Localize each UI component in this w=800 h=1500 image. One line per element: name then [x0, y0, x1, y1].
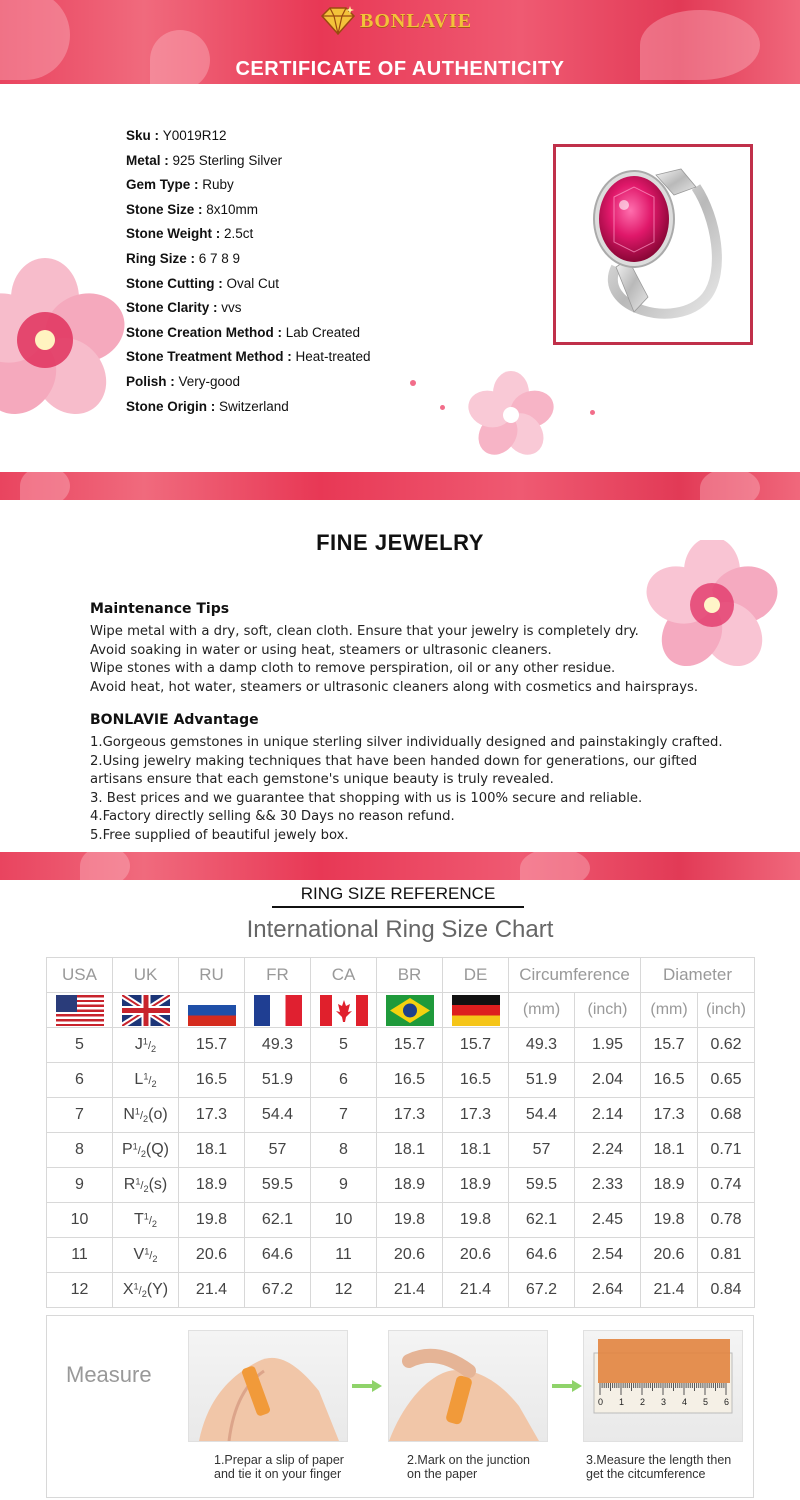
cell-usa: 6 — [47, 1063, 113, 1098]
cell-usa: 8 — [47, 1133, 113, 1168]
cell-br: 17.3 — [377, 1098, 443, 1133]
table-row — [47, 1203, 755, 1238]
cell-ru: 18.9 — [179, 1168, 245, 1203]
table-header-row — [47, 958, 755, 993]
cell-circ-mm: 64.6 — [509, 1238, 575, 1273]
spec-value: 8x10mm — [206, 201, 259, 217]
ruler-number: 6 — [724, 1397, 730, 1407]
ring-image-frame — [553, 144, 753, 345]
spec-value: 925 Sterling Silver — [172, 152, 283, 168]
cell-uk: $X^1/_2(Y)$ — [113, 1273, 179, 1308]
cell-br: 19.8 — [377, 1203, 443, 1238]
france-flag-icon — [254, 995, 302, 1026]
decorative-dot — [410, 380, 416, 386]
cell-uk: $V^1/_2$ — [113, 1238, 179, 1273]
ruler-number: 3 — [661, 1397, 667, 1407]
maintenance-heading: Maintenance Tips — [90, 601, 230, 617]
spec-value: Very-good — [178, 373, 241, 389]
spec-label: Gem Type — [126, 177, 191, 193]
measure-step-3-image — [583, 1330, 743, 1442]
cell-uk: $L^1/_2$ — [113, 1063, 179, 1098]
cell-uk: $N^1/_2(o)$ — [113, 1098, 179, 1133]
cell-usa: 9 — [47, 1168, 113, 1203]
decorative-petal — [80, 852, 130, 880]
half-fraction: $^1/_2$ — [134, 1106, 149, 1125]
cell-circ-mm: 54.4 — [509, 1098, 575, 1133]
ruler-number: 4 — [682, 1397, 688, 1407]
table-row — [47, 1238, 755, 1273]
table-row — [47, 1133, 755, 1168]
cell-ru: 16.5 — [179, 1063, 245, 1098]
cell-ca: 12 — [311, 1273, 377, 1308]
fine-jewelry-title: FINE JEWELRY — [316, 530, 484, 555]
spec-label: Stone Size — [126, 201, 195, 217]
cell-circ-mm: 57 — [509, 1133, 575, 1168]
spec-value: Switzerland — [219, 398, 289, 414]
measure-step-1-caption: 1.Prepar a slip of paper and tie it on your finger — [214, 1453, 344, 1481]
decorative-petal — [700, 472, 760, 500]
advantage-line: artisans ensure that each gemstone's unique beauty is truly revealed. — [90, 772, 554, 788]
spec-row: Stone Cutting : Oval Cut — [126, 275, 280, 291]
cell-br: 18.9 — [377, 1168, 443, 1203]
cell-ca: 6 — [311, 1063, 377, 1098]
canada-flag-icon — [320, 995, 368, 1026]
cell-dia-in: 0.81 — [698, 1238, 755, 1273]
unit-circ-inch: (inch) — [575, 993, 641, 1028]
certificate-title: CERTIFICATE OF AUTHENTICITY — [235, 58, 565, 80]
cell-dia-in: 0.62 — [698, 1028, 755, 1063]
cell-circ-in: 2.33 — [575, 1168, 641, 1203]
header-circumference: Circumference — [509, 958, 641, 993]
cell-fr: 67.2 — [245, 1273, 311, 1308]
spec-label: Sku — [126, 128, 151, 143]
cell-usa: 12 — [47, 1273, 113, 1308]
ring-size-table — [46, 957, 755, 1308]
spec-row: Stone Clarity : vvs — [126, 300, 242, 316]
maintenance-line: Wipe metal with a dry, soft, clean cloth. Ensure that your jewelry is completely dry. — [90, 624, 639, 639]
cell-dia-mm: 20.6 — [641, 1238, 698, 1273]
cell-ru: 20.6 — [179, 1238, 245, 1273]
header-banner — [0, 0, 800, 84]
advantage-heading: BONLAVIE Advantage — [90, 712, 259, 728]
maintenance-tips — [90, 623, 698, 697]
header-ru: RU — [179, 958, 245, 993]
cell-circ-mm: 67.2 — [509, 1273, 575, 1308]
spec-value: Ruby — [202, 177, 234, 193]
decorative-band — [0, 472, 800, 500]
cell-dia-in: 0.74 — [698, 1168, 755, 1203]
decorative-band — [0, 852, 800, 880]
header-diameter: Diameter — [641, 958, 755, 993]
half-fraction: $^1/_2$ — [144, 1246, 158, 1265]
spec-label: Stone Treatment Method — [126, 349, 284, 365]
spec-row: Stone Creation Method : Lab Created — [126, 324, 361, 340]
cell-ca: 8 — [311, 1133, 377, 1168]
cell-dia-mm: 15.7 — [641, 1028, 698, 1063]
cell-dia-in: 0.65 — [698, 1063, 755, 1098]
cell-de: 18.1 — [443, 1133, 509, 1168]
cell-dia-mm: 18.9 — [641, 1168, 698, 1203]
spec-label: Ring Size — [126, 250, 187, 266]
cell-ru: 17.3 — [179, 1098, 245, 1133]
cell-de: 18.9 — [443, 1168, 509, 1203]
spec-label: Stone Clarity — [126, 300, 210, 316]
unit-dia-inch: (inch) — [698, 993, 755, 1028]
spec-row: Stone Origin : Switzerland — [126, 398, 289, 414]
cell-de: 17.3 — [443, 1098, 509, 1133]
ruler-number: 0 — [598, 1397, 604, 1407]
header-br: BR — [377, 958, 443, 993]
cell-br: 16.5 — [377, 1063, 443, 1098]
advantage-line: 2.Using jewelry making techniques that have been handed down for generations, our gifted — [90, 753, 698, 769]
table-row — [47, 1168, 755, 1203]
decorative-petal — [20, 472, 70, 500]
cell-br: 15.7 — [377, 1028, 443, 1063]
spec-value: Y0019R12 — [162, 128, 227, 143]
diamond-logo-icon — [320, 6, 356, 36]
cell-dia-mm: 21.4 — [641, 1273, 698, 1308]
brand-logo — [320, 6, 472, 36]
advantage-list — [90, 734, 723, 846]
decorative-dot — [440, 405, 445, 410]
half-fraction: $^1/_2$ — [135, 1176, 149, 1195]
cell-dia-mm: 18.1 — [641, 1133, 698, 1168]
table-row — [47, 1273, 755, 1308]
usa-flag-icon — [56, 995, 104, 1026]
cell-fr: 54.4 — [245, 1098, 311, 1133]
spec-row: Gem Type : Ruby — [126, 177, 234, 193]
small-flower-decoration — [464, 370, 559, 460]
cell-uk: $T^1/_2$ — [113, 1203, 179, 1238]
header-uk: UK — [113, 958, 179, 993]
ring-size-chart-title: International Ring Size Chart — [246, 916, 554, 943]
cell-usa: 7 — [47, 1098, 113, 1133]
cell-circ-in: 2.54 — [575, 1238, 641, 1273]
brand-name: BONLAVIE — [360, 9, 473, 32]
cell-ru: 21.4 — [179, 1273, 245, 1308]
cell-ca: 5 — [311, 1028, 377, 1063]
arrow-right-icon — [352, 1380, 382, 1392]
half-fraction: $^1/_2$ — [142, 1036, 157, 1055]
cell-circ-mm: 62.1 — [509, 1203, 575, 1238]
cell-de: 16.5 — [443, 1063, 509, 1098]
cell-ca: 10 — [311, 1203, 377, 1238]
advantage-line: 3. Best prices and we guarantee that shopping with us is 100% secure and reliable. — [90, 790, 643, 806]
cell-ca: 7 — [311, 1098, 377, 1133]
cell-ca: 11 — [311, 1238, 377, 1273]
spec-label: Polish — [126, 373, 167, 389]
decorative-dot — [590, 410, 595, 415]
cell-fr: 59.5 — [245, 1168, 311, 1203]
cell-circ-in: 2.04 — [575, 1063, 641, 1098]
spec-row: Polish : Very-good — [126, 373, 241, 389]
pink-flower-decoration — [0, 255, 130, 425]
ruler-number: 5 — [703, 1397, 709, 1407]
cell-uk: $R^1/_2(s)$ — [113, 1168, 179, 1203]
cell-circ-in: 2.45 — [575, 1203, 641, 1238]
cell-dia-in: 0.71 — [698, 1133, 755, 1168]
spec-value: Heat-treated — [295, 349, 371, 365]
measure-step-3-caption: 3.Measure the length then get the citcumference — [586, 1453, 732, 1481]
spec-row: Ring Size : 6 7 8 9 — [126, 250, 241, 266]
spec-value: vvs — [221, 300, 242, 316]
unit-circ-mm: (mm) — [509, 993, 575, 1028]
maintenance-line: Wipe stones with a damp cloth to remove perspiration, oil or any other residue. — [90, 661, 616, 677]
russia-flag-icon — [188, 995, 236, 1026]
cell-fr: 64.6 — [245, 1238, 311, 1273]
spec-label: Stone Weight — [126, 226, 212, 242]
brazil-flag-icon — [386, 995, 434, 1026]
spec-value: 6 7 8 9 — [198, 250, 241, 266]
cell-usa: 11 — [47, 1238, 113, 1273]
cell-ca: 9 — [311, 1168, 377, 1203]
cell-usa: 5 — [47, 1028, 113, 1063]
cell-circ-in: 2.64 — [575, 1273, 641, 1308]
table-row — [47, 1098, 755, 1133]
spec-label: Stone Origin — [126, 398, 207, 414]
cell-circ-mm: 51.9 — [509, 1063, 575, 1098]
ring-size-reference-title: RING SIZE REFERENCE — [272, 884, 524, 908]
cell-dia-in: 0.68 — [698, 1098, 755, 1133]
cell-br: 21.4 — [377, 1273, 443, 1308]
cell-dia-in: 0.78 — [698, 1203, 755, 1238]
spec-row: Metal : 925 Sterling Silver — [126, 152, 283, 168]
cell-circ-in: 1.95 — [575, 1028, 641, 1063]
cell-uk: $P^1/_2(Q)$ — [113, 1133, 179, 1168]
advantage-line: 4.Factory directly selling && 30 Days no reason refund. — [90, 809, 455, 825]
flag-row — [47, 993, 755, 1028]
measure-step-2-caption: 2.Mark on the junction on the paper — [407, 1453, 530, 1481]
spec-row: Stone Weight : 2.5ct — [126, 226, 254, 242]
cell-dia-mm: 17.3 — [641, 1098, 698, 1133]
cell-fr: 51.9 — [245, 1063, 311, 1098]
cell-fr: 57 — [245, 1133, 311, 1168]
advantage-line: 5.Free supplied of beautiful jewely box. — [90, 827, 349, 843]
advantage-line: 1.Gorgeous gemstones in unique sterling silver individually designed and painstakingly crafted. — [90, 735, 723, 750]
ruler-number: 1 — [619, 1397, 625, 1407]
ruler-icon — [584, 1331, 742, 1441]
half-fraction: $^1/_2$ — [143, 1071, 157, 1090]
header-ca: CA — [311, 958, 377, 993]
cell-ru: 18.1 — [179, 1133, 245, 1168]
spec-row: Sku : Y0019R12 — [126, 128, 227, 143]
uk-flag-icon — [122, 995, 170, 1026]
cell-dia-in: 0.84 — [698, 1273, 755, 1308]
unit-dia-mm: (mm) — [641, 993, 698, 1028]
cell-dia-mm: 16.5 — [641, 1063, 698, 1098]
cell-circ-in: 2.14 — [575, 1098, 641, 1133]
cell-fr: 62.1 — [245, 1203, 311, 1238]
table-row — [47, 1063, 755, 1098]
half-fraction: $^1/_2$ — [132, 1141, 146, 1160]
cell-uk: $J^1/_2$ — [113, 1028, 179, 1063]
ruby-ring-image — [556, 147, 750, 342]
cell-circ-mm: 59.5 — [509, 1168, 575, 1203]
table-row — [47, 1028, 755, 1063]
cell-ru: 19.8 — [179, 1203, 245, 1238]
cell-br: 18.1 — [377, 1133, 443, 1168]
half-fraction: $^1/_2$ — [143, 1211, 158, 1230]
ruler-number: 2 — [640, 1397, 646, 1407]
measure-step-1-image — [188, 1330, 348, 1442]
arrow-right-icon — [552, 1380, 582, 1392]
measure-label: Measure — [66, 1362, 152, 1387]
spec-value: Oval Cut — [226, 275, 280, 291]
cell-de: 21.4 — [443, 1273, 509, 1308]
cell-de: 20.6 — [443, 1238, 509, 1273]
spec-value: 2.5ct — [224, 226, 254, 242]
germany-flag-icon — [452, 995, 500, 1026]
spec-row: Stone Treatment Method : Heat-treated — [126, 349, 371, 365]
cell-de: 15.7 — [443, 1028, 509, 1063]
spec-label: Metal — [126, 152, 161, 168]
product-specs — [126, 124, 371, 419]
header-fr: FR — [245, 958, 311, 993]
cell-fr: 49.3 — [245, 1028, 311, 1063]
decorative-petal — [520, 852, 590, 880]
half-fraction: $^1/_2$ — [133, 1281, 147, 1300]
header-usa: USA — [47, 958, 113, 993]
spec-label: Stone Creation Method — [126, 324, 274, 340]
cell-dia-mm: 19.8 — [641, 1203, 698, 1238]
spec-value: Lab Created — [285, 324, 361, 340]
cell-ru: 15.7 — [179, 1028, 245, 1063]
spec-row: Stone Size : 8x10mm — [126, 201, 259, 217]
maintenance-line: Avoid soaking in water or using heat, steamers or ultrasonic cleaners. — [90, 642, 552, 658]
cell-circ-mm: 49.3 — [509, 1028, 575, 1063]
maintenance-line: Avoid heat, hot water, steamers or ultrasonic cleaners along with cosmetics and hairsprays. — [90, 679, 699, 695]
cell-br: 20.6 — [377, 1238, 443, 1273]
cell-circ-in: 2.24 — [575, 1133, 641, 1168]
cell-de: 19.8 — [443, 1203, 509, 1238]
spec-label: Stone Cutting — [126, 275, 215, 291]
measure-step-2-image — [388, 1330, 548, 1442]
header-de: DE — [443, 958, 509, 993]
cell-usa: 10 — [47, 1203, 113, 1238]
